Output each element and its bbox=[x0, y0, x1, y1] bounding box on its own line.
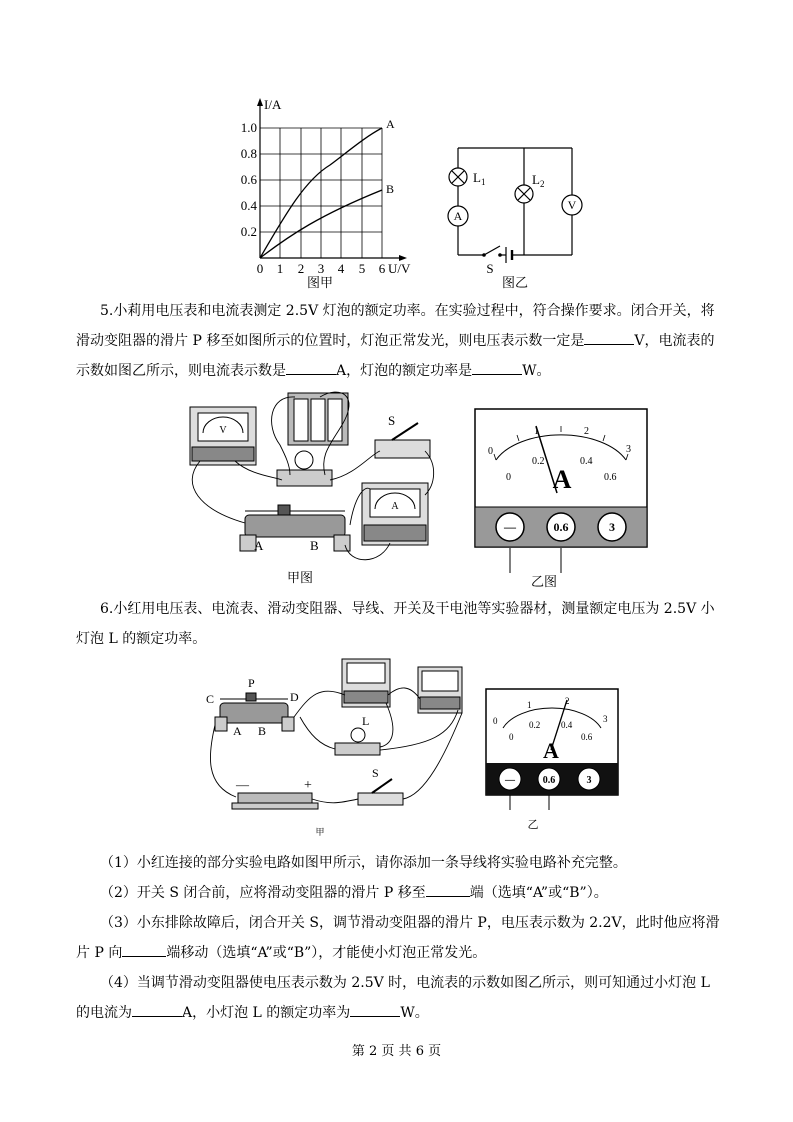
q6-blank-end bbox=[426, 896, 470, 897]
q6-s2-text: （2）开关 S 闭合前，应将滑动变阻器的滑片 P 移至 bbox=[100, 885, 426, 901]
x-tick: 4 bbox=[337, 261, 345, 276]
q5-text-1: 5.小莉用电压表和电流表测定 2.5V 灯泡的额定功率。在实验过程中，符合操作要求。闭合开关，将滑动变阻器的滑片 P 移至如图所示的位置时，灯泡正常发光，则电压表示数一定是 bbox=[76, 303, 715, 349]
top-tick: 2 bbox=[565, 696, 570, 706]
top-tick: 2 bbox=[584, 426, 589, 437]
x-tick: 1 bbox=[276, 261, 284, 276]
bottom-tick: 0.4 bbox=[580, 456, 593, 467]
q5-text-2: V，电流表的示数如图乙所示，则电流表示数是 bbox=[76, 333, 715, 379]
page-footer: 第 2 页 共 6 页 bbox=[351, 1044, 442, 1059]
l2-label: $L_2$ bbox=[532, 172, 545, 189]
meter-unit: A bbox=[543, 738, 559, 763]
voltmeter-symbol: V bbox=[567, 198, 577, 212]
x-axis-label: U/V bbox=[388, 261, 411, 276]
top-tick: 3 bbox=[626, 444, 631, 455]
q6-blank-direction bbox=[122, 956, 166, 957]
question-5 bbox=[76, 296, 726, 386]
switch-s: S bbox=[372, 766, 379, 780]
q6-sub-2 bbox=[76, 878, 726, 908]
rheostat-a: A bbox=[233, 724, 242, 738]
q5-blank-current bbox=[286, 374, 336, 375]
ammeter-face-label: A bbox=[391, 501, 399, 512]
battery-plus: + bbox=[304, 778, 312, 793]
q5-text-3: A，灯泡的额定功率是 bbox=[336, 363, 473, 379]
fig-b-caption: 乙 bbox=[527, 818, 539, 831]
q6-apparatus-illustration bbox=[200, 655, 470, 840]
terminal-0-6: 0.6 bbox=[542, 775, 556, 786]
voltmeter-face-label: V bbox=[219, 425, 227, 436]
q6-s2-tail: 端（选填“A”或“B”）。 bbox=[469, 885, 608, 901]
bottom-tick: 0.6 bbox=[581, 732, 593, 742]
top-tick: 0 bbox=[488, 446, 493, 457]
photo-caption: 甲图 bbox=[286, 571, 314, 585]
curve-a-label: A bbox=[386, 117, 395, 131]
x-tick: 3 bbox=[317, 261, 325, 276]
graph-caption: 图甲 bbox=[306, 276, 334, 290]
switch-label: S bbox=[388, 413, 396, 428]
bulb-l: L bbox=[362, 714, 370, 728]
terminal-negative: — bbox=[505, 775, 515, 786]
rheostat-terminal-b: B bbox=[310, 538, 319, 553]
q6-sub-3 bbox=[76, 908, 726, 968]
bottom-tick: 0.4 bbox=[561, 720, 573, 730]
iu-graph bbox=[230, 95, 420, 290]
terminal-0-6: 0.6 bbox=[553, 520, 569, 534]
q6-sub-1: （1）小红连接的部分实验电路如图甲所示，请你添加一条导线将实验电路补充完整。 bbox=[100, 855, 627, 871]
x-tick: 0 bbox=[256, 261, 264, 276]
bottom-tick: 0.2 bbox=[532, 456, 545, 467]
x-tick: 6 bbox=[378, 261, 386, 276]
rheostat-c: C bbox=[206, 692, 215, 706]
y-tick: 1.0 bbox=[240, 120, 257, 135]
curve-b-label: B bbox=[386, 182, 395, 196]
top-tick: 1 bbox=[534, 426, 539, 437]
q6-blank-current bbox=[132, 1016, 182, 1017]
rheostat-terminal-a: A bbox=[254, 538, 264, 553]
y-axis-label: I/A bbox=[264, 97, 282, 112]
q5-blank-power bbox=[472, 374, 522, 375]
q6-s4-text: （4）当调节滑动变阻器使电压表示数为 2.5V 时，电流表的示数如图乙所示，则可知通过小灯泡 L 的电流为 bbox=[76, 975, 710, 1021]
switch-label: S bbox=[486, 261, 494, 276]
x-tick: 5 bbox=[358, 261, 366, 276]
q6-s3-text: （3）小东排除故障后，闭合开关 S，调节滑动变阻器的滑片 P，电压表示数为 2.2V，此时他应将滑片 P 向 bbox=[76, 915, 720, 961]
top-tick: 3 bbox=[603, 714, 608, 724]
q6-blank-power bbox=[350, 1016, 400, 1017]
terminal-3: 3 bbox=[609, 520, 615, 534]
question-6-intro: 6.小红用电压表、电流表、滑动变阻器、导线、开关及干电池等实验器材，测量额定电压为 2.5V 小灯泡 L 的额定功率。 bbox=[76, 601, 715, 647]
slider-p: P bbox=[248, 676, 255, 690]
q6-s3-tail: 端移动（选填“A”或“B”），才能使小灯泡正常发光。 bbox=[166, 945, 487, 961]
bottom-tick: 0 bbox=[509, 732, 514, 742]
x-tick: 2 bbox=[297, 261, 305, 276]
bottom-tick: 0.6 bbox=[604, 472, 617, 483]
q5-text-4: W。 bbox=[522, 363, 551, 379]
q5-apparatus-illustration bbox=[170, 385, 440, 585]
y-tick: 0.2 bbox=[240, 224, 257, 239]
q6-s4-tail: W。 bbox=[400, 1005, 429, 1021]
q6-ammeter-dial bbox=[485, 688, 620, 833]
q5-blank-voltage bbox=[584, 344, 634, 345]
q6-sub-4 bbox=[76, 968, 726, 1028]
ammeter-symbol: A bbox=[453, 209, 463, 223]
y-tick: 0.4 bbox=[240, 198, 257, 213]
bottom-tick: 0.2 bbox=[529, 720, 541, 730]
q6-s4-mid: A，小灯泡 L 的额定功率为 bbox=[182, 1005, 351, 1021]
rheostat-d: D bbox=[290, 690, 299, 704]
y-tick: 0.6 bbox=[240, 172, 257, 187]
l1-label: $L_1$ bbox=[473, 170, 486, 187]
q5-ammeter-dial bbox=[474, 408, 649, 588]
battery-minus: — bbox=[236, 777, 249, 792]
circuit-caption: 图乙 bbox=[501, 276, 529, 290]
circuit-diagram-b bbox=[440, 140, 590, 290]
fig-a-caption: 甲 bbox=[315, 828, 325, 838]
terminal-negative: — bbox=[504, 520, 516, 534]
meter-unit: A bbox=[552, 465, 572, 494]
y-tick: 0.8 bbox=[240, 146, 257, 161]
terminal-3: 3 bbox=[586, 775, 592, 786]
top-tick: 1 bbox=[527, 700, 532, 710]
bottom-tick: 0 bbox=[506, 472, 511, 483]
rheostat-b: B bbox=[258, 724, 267, 738]
dial-caption: 乙图 bbox=[530, 575, 558, 588]
top-tick: 0 bbox=[493, 716, 498, 726]
